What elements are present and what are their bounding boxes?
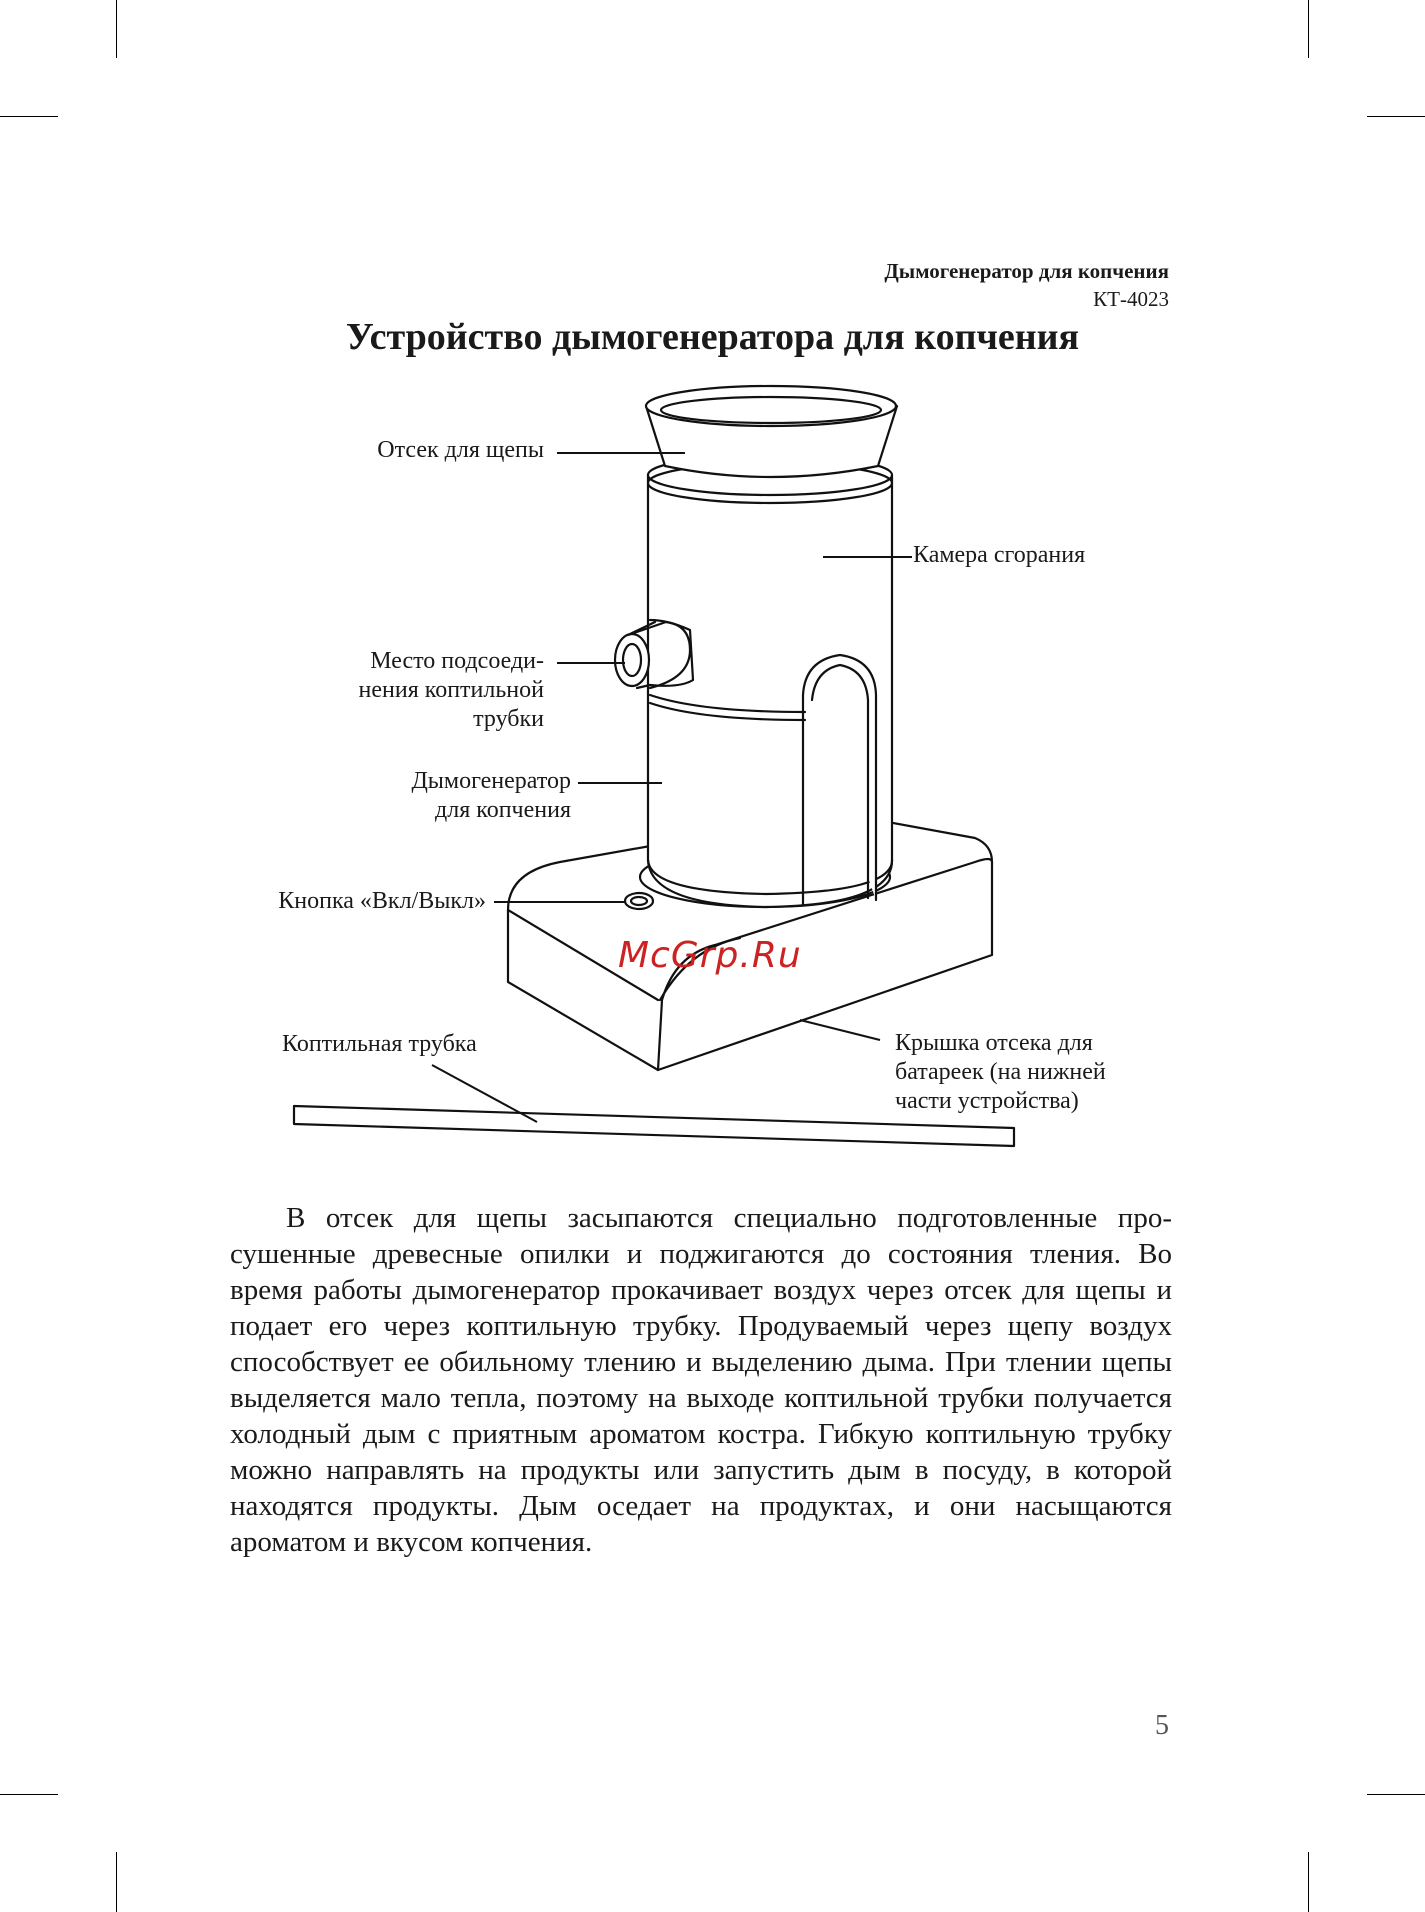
label-tube-connection-line: Место подсоеди-	[370, 648, 544, 674]
header-model: КТ-4023	[1093, 287, 1169, 311]
label-tube-connection-line: нения коптильной	[358, 677, 544, 703]
crop-mark	[0, 1794, 58, 1795]
watermark: McGrp.Ru	[618, 935, 802, 976]
crop-mark	[116, 1852, 117, 1912]
label-tube-connection	[359, 647, 544, 734]
label-power-button: Кнопка «Вкл/Выкл»	[278, 888, 486, 914]
crop-mark	[0, 116, 58, 117]
header-title: Дымогенератор для копчения	[884, 259, 1169, 283]
label-smoke-generator	[411, 767, 571, 825]
crop-mark	[1308, 0, 1309, 58]
label-battery-cover-line: части устройства)	[895, 1088, 1079, 1114]
label-battery-cover	[895, 1029, 1106, 1116]
label-combustion-chamber: Камера сгорания	[913, 542, 1086, 568]
device-diagram	[0, 380, 1425, 1180]
label-tube-connection-line: трубки	[473, 706, 544, 732]
body-paragraph: В отсек для щепы засыпаются специально подготовленные просушенные древесные опилки и поджигаются до состояния тления. Во время работы дымогенератор прокачивает воздух через отсек для щепы и подает его через коптильную трубку. Продуваемый через щепу воздух способствует ее обильному тлению и выделению дыма. При тлении щепы выделяется мало тепла, поэтому на выходе коптильной трубки получается холодный дым с приятным ароматом костра. Гибкую коптильную трубку можно направлять на продукты или запустить дым в посуду, в которой находятся продукты. Дым оседает на продуктах, и они насыщаются ароматом и вкусом копчения.	[230, 1202, 1172, 1558]
crop-mark	[1308, 1852, 1309, 1912]
label-smoke-generator-line: для копчения	[435, 797, 571, 823]
label-battery-cover-line: батареек (на нижней	[895, 1059, 1106, 1085]
crop-mark	[116, 0, 117, 58]
page-title: Устройство дымогенератора для копчения	[345, 316, 1080, 358]
crop-mark	[1367, 1794, 1425, 1795]
crop-mark	[1367, 116, 1425, 117]
label-smoking-tube: Коптильная трубка	[282, 1031, 477, 1057]
page-number: 5	[1155, 1710, 1169, 1741]
label-smoke-generator-line: Дымогенератор	[411, 768, 571, 794]
label-chip-compartment: Отсек для щепы	[377, 437, 544, 463]
label-battery-cover-line: Крышка отсека для	[895, 1030, 1093, 1056]
